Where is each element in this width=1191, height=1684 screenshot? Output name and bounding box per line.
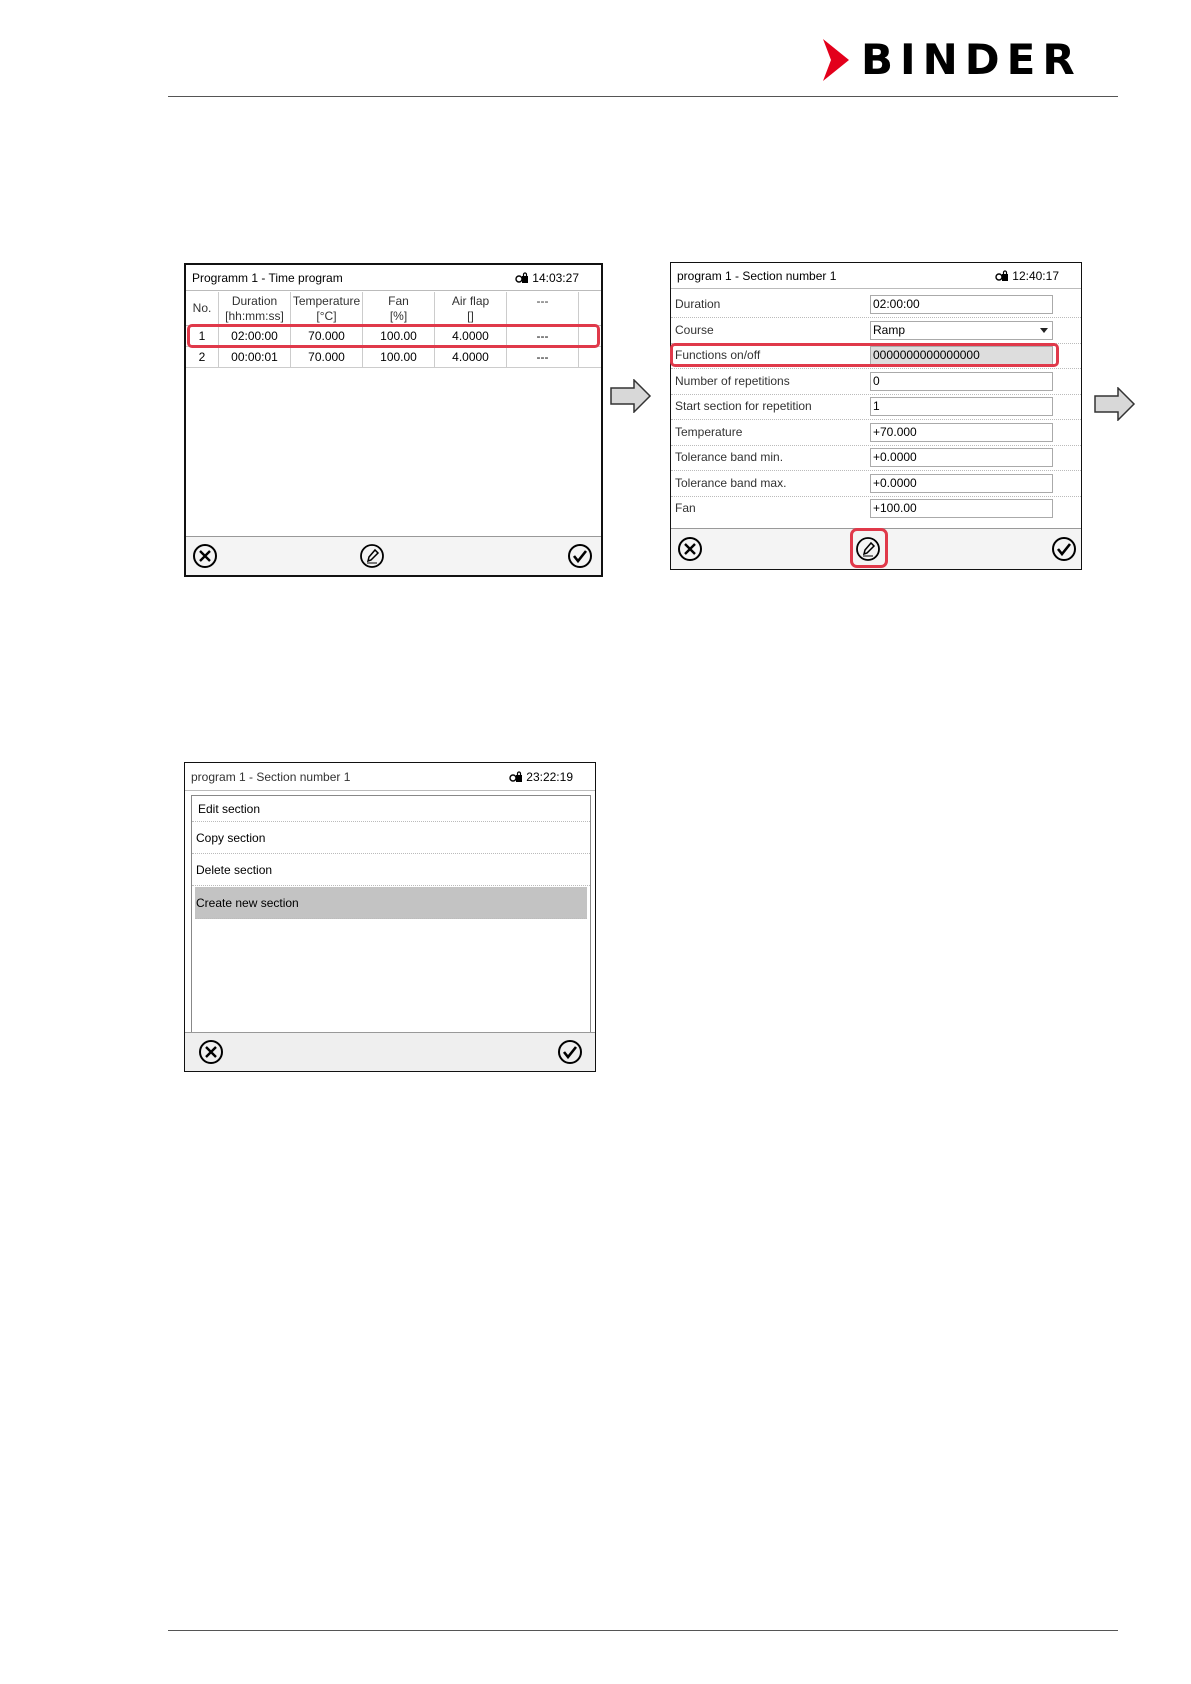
screen-title: Programm 1 - Time program bbox=[192, 270, 343, 285]
cell-fan: 100.00 bbox=[363, 347, 435, 367]
next-step-arrow-icon bbox=[1094, 387, 1136, 421]
start-section-input[interactable]: 1 bbox=[870, 397, 1053, 416]
screen-title: program 1 - Section number 1 bbox=[191, 769, 351, 784]
tolerance-min-input[interactable]: +0.0000 bbox=[870, 448, 1053, 467]
column-header-fan: Fan [%] bbox=[363, 292, 435, 325]
confirm-check-icon bbox=[557, 1039, 583, 1065]
confirm-button[interactable] bbox=[1051, 536, 1077, 562]
screen-footer bbox=[185, 1032, 595, 1071]
binder-logo bbox=[821, 35, 1082, 84]
next-step-arrow-icon bbox=[610, 379, 652, 413]
column-header-air-flap: Air flap [] bbox=[435, 292, 507, 325]
column-header-extra: --- bbox=[507, 292, 579, 325]
duration-input[interactable]: 02:00:00 bbox=[870, 295, 1053, 314]
cell-temperature: 70.000 bbox=[291, 347, 363, 367]
lock-user-icon bbox=[515, 272, 529, 284]
field-label: Tolerance band min. bbox=[675, 450, 784, 464]
field-tolerance-max bbox=[671, 471, 1081, 497]
field-number-of-repetitions bbox=[671, 369, 1081, 395]
clock-time: 23:22:19 bbox=[526, 769, 573, 784]
section-settings-screen bbox=[670, 262, 1082, 570]
menu-item-create-new-section[interactable]: Create new section bbox=[195, 887, 587, 919]
field-label: Tolerance band max. bbox=[675, 476, 787, 490]
edit-button[interactable] bbox=[359, 543, 385, 569]
menu-item-edit-section[interactable]: Edit section bbox=[192, 796, 590, 822]
cell-no: 1 bbox=[186, 326, 219, 346]
cancel-circle-icon bbox=[198, 1039, 224, 1065]
confirm-check-icon bbox=[567, 543, 593, 569]
header-rule bbox=[168, 96, 1118, 97]
confirm-button[interactable] bbox=[567, 543, 593, 569]
cancel-button[interactable] bbox=[192, 543, 218, 569]
field-label: Number of repetitions bbox=[675, 374, 790, 388]
lock-user-icon bbox=[995, 270, 1009, 282]
column-header-temperature: Temperature [°C] bbox=[291, 292, 363, 325]
field-label: Start section for repetition bbox=[675, 399, 812, 413]
field-duration bbox=[671, 292, 1081, 318]
edit-button-highlight-frame bbox=[850, 528, 888, 568]
cancel-circle-icon bbox=[677, 536, 703, 562]
field-start-section bbox=[671, 394, 1081, 420]
temperature-input[interactable]: +70.000 bbox=[870, 423, 1053, 442]
confirm-check-icon bbox=[1051, 536, 1077, 562]
functions-on-off-input[interactable]: 0000000000000000 bbox=[870, 346, 1053, 365]
field-tolerance-min bbox=[671, 445, 1081, 471]
cell-duration: 02:00:00 bbox=[219, 326, 291, 346]
cell-duration: 00:00:01 bbox=[219, 347, 291, 367]
column-header-duration: Duration [hh:mm:ss] bbox=[219, 292, 291, 325]
cell-temperature: 70.000 bbox=[291, 326, 363, 346]
cell-extra: --- bbox=[507, 347, 579, 367]
field-label: Temperature bbox=[675, 425, 743, 439]
edit-pencil-icon bbox=[359, 543, 385, 569]
row-highlight-frame bbox=[187, 324, 600, 348]
field-label: Duration bbox=[675, 297, 721, 311]
clock bbox=[515, 271, 579, 285]
screen-title: program 1 - Section number 1 bbox=[677, 268, 837, 283]
time-program-screen bbox=[184, 263, 603, 577]
footer-rule bbox=[168, 1630, 1118, 1631]
menu-item-copy-section[interactable]: Copy section bbox=[192, 822, 590, 854]
context-menu bbox=[191, 795, 591, 1033]
tolerance-max-input[interactable]: +0.0000 bbox=[870, 474, 1053, 493]
table-row[interactable] bbox=[186, 347, 601, 368]
cancel-button[interactable] bbox=[198, 1039, 224, 1065]
field-label: Fan bbox=[675, 501, 696, 515]
clock bbox=[995, 269, 1059, 283]
cancel-circle-icon bbox=[192, 543, 218, 569]
field-label: Course bbox=[675, 323, 714, 337]
cell-fan: 100.00 bbox=[363, 326, 435, 346]
field-fan bbox=[671, 496, 1081, 521]
cell-air-flap: 4.0000 bbox=[435, 347, 507, 367]
chevron-down-icon bbox=[1040, 328, 1048, 333]
lock-user-icon bbox=[509, 771, 523, 783]
column-header-no: No. bbox=[186, 292, 219, 325]
table-header bbox=[186, 292, 601, 326]
confirm-button[interactable] bbox=[557, 1039, 583, 1065]
clock bbox=[509, 770, 573, 784]
screen-header bbox=[185, 763, 595, 791]
clock-time: 14:03:27 bbox=[532, 270, 579, 285]
screen-footer bbox=[671, 528, 1081, 569]
screen-header bbox=[186, 265, 601, 291]
screen-header bbox=[671, 263, 1081, 289]
field-highlight-frame bbox=[670, 343, 1059, 367]
binder-logo-mark-icon bbox=[821, 39, 851, 81]
menu-item-delete-section[interactable]: Delete section bbox=[192, 854, 590, 886]
section-menu-screen bbox=[184, 762, 596, 1072]
repetitions-input[interactable]: 0 bbox=[870, 372, 1053, 391]
field-label: Functions on/off bbox=[675, 348, 761, 362]
fan-input[interactable]: +100.00 bbox=[870, 499, 1053, 518]
cell-air-flap: 4.0000 bbox=[435, 326, 507, 346]
binder-logo-text: BINDER bbox=[861, 35, 1082, 84]
cell-no: 2 bbox=[186, 347, 219, 367]
clock-time: 12:40:17 bbox=[1012, 268, 1059, 283]
screen-footer bbox=[186, 536, 601, 575]
cell-extra: --- bbox=[507, 326, 579, 346]
field-temperature bbox=[671, 420, 1081, 446]
course-select[interactable]: Ramp bbox=[870, 321, 1053, 340]
cancel-button[interactable] bbox=[677, 536, 703, 562]
field-course bbox=[671, 318, 1081, 344]
